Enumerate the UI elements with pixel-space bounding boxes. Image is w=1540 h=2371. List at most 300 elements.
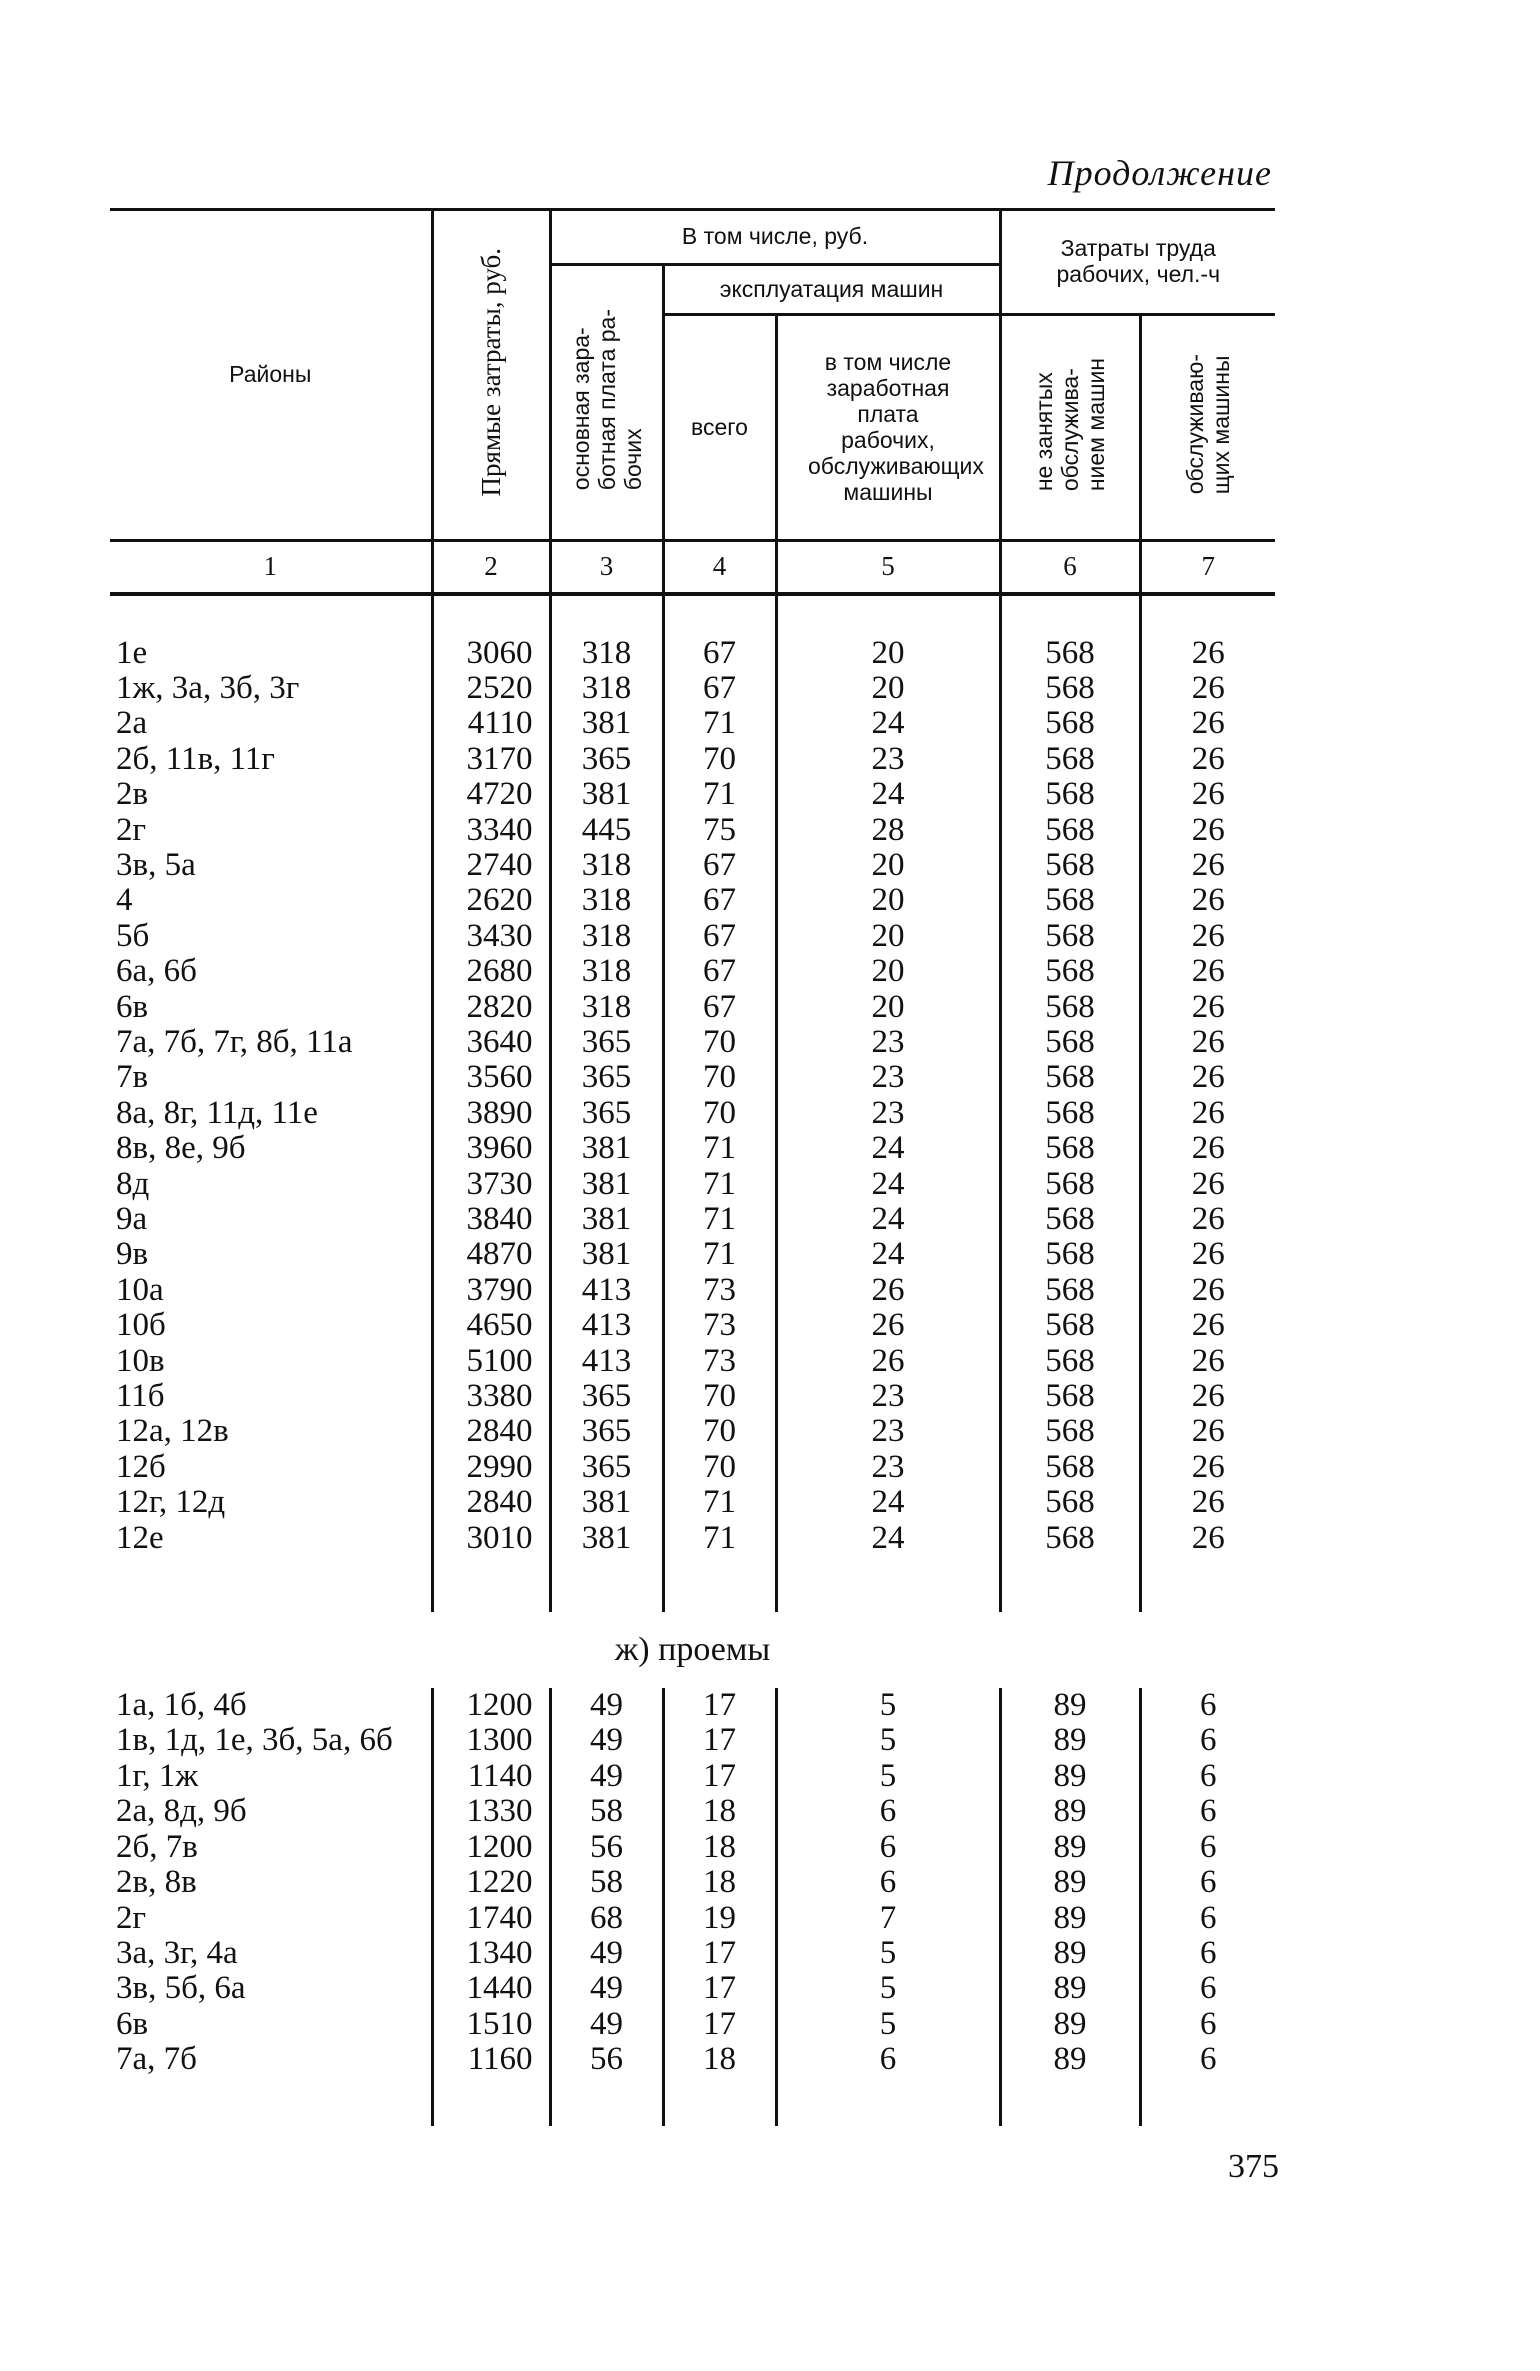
value-cell: 26: [1140, 1521, 1275, 1556]
value-cell: 413: [550, 1308, 663, 1343]
column-number: 3: [550, 540, 663, 594]
value-cell: 26: [1140, 1414, 1275, 1449]
value-cell: 568: [1000, 777, 1140, 812]
value-cell: 568: [1000, 848, 1140, 883]
value-cell: 58: [550, 1794, 663, 1829]
value-cell: 26: [1140, 1485, 1275, 1520]
value-cell: 89: [1000, 1971, 1140, 2006]
table-row: [110, 848, 1275, 883]
region-cell: 1г, 1ж: [116, 1757, 199, 1794]
value-cell: 17: [663, 2007, 776, 2042]
value-cell: 568: [1000, 1379, 1140, 1414]
table-row: [110, 1901, 1275, 1936]
header-direct-costs: Прямые затраты, руб.: [432, 210, 550, 540]
section2-spacer: [110, 2078, 1275, 2126]
region-cell: 2в, 8в: [116, 1864, 197, 1901]
value-cell: 70: [663, 1025, 776, 1060]
column-number-row: [110, 540, 1275, 594]
table-row: [110, 1237, 1275, 1272]
value-cell: 26: [1140, 1308, 1275, 1343]
value-cell: 73: [663, 1273, 776, 1308]
region-cell: 3а, 3г, 4а: [116, 1934, 238, 1971]
value-cell: 365: [550, 1450, 663, 1485]
table-row: [110, 2007, 1275, 2042]
header-labor-costs: Затраты труда рабочих, чел.-ч: [1000, 210, 1275, 314]
value-cell: 568: [1000, 990, 1140, 1025]
value-cell: 6: [1140, 1759, 1275, 1794]
table-row: [110, 1025, 1275, 1060]
value-cell: 26: [1140, 1379, 1275, 1414]
region-cell: 7а, 7б, 7г, 8б, 11а: [116, 1023, 353, 1060]
value-cell: 49: [550, 1688, 663, 1723]
value-cell: 70: [663, 1414, 776, 1449]
region-cell: 4: [116, 882, 133, 919]
column-number: 7: [1140, 540, 1275, 594]
value-cell: 413: [550, 1273, 663, 1308]
value-cell: 568: [1000, 919, 1140, 954]
value-cell: 24: [776, 1167, 1000, 1202]
value-cell: 568: [1000, 1096, 1140, 1131]
table-row: [110, 1830, 1275, 1865]
value-cell: 381: [550, 1237, 663, 1272]
value-cell: 67: [663, 954, 776, 989]
header-base-wages: основная зара- ботная плата ра- бочих: [550, 264, 663, 540]
column-number: 5: [776, 540, 1000, 594]
value-cell: 568: [1000, 1344, 1140, 1379]
value-cell: 26: [1140, 1344, 1275, 1379]
value-cell: 568: [1000, 636, 1140, 671]
table-row: [110, 1131, 1275, 1166]
value-cell: 6: [1140, 1794, 1275, 1829]
value-cell: 4650: [432, 1308, 550, 1343]
region-cell: 2г: [116, 811, 147, 848]
value-cell: 6: [1140, 1865, 1275, 1900]
value-cell: 7: [776, 1901, 1000, 1936]
value-cell: 381: [550, 777, 663, 812]
value-cell: 49: [550, 1723, 663, 1758]
value-cell: 89: [1000, 1794, 1140, 1829]
value-cell: 381: [550, 1167, 663, 1202]
value-cell: 568: [1000, 883, 1140, 918]
value-cell: 6: [776, 1865, 1000, 1900]
value-cell: 17: [663, 1723, 776, 1758]
value-cell: 318: [550, 990, 663, 1025]
value-cell: 3340: [432, 813, 550, 848]
value-cell: 381: [550, 1202, 663, 1237]
region-cell: 2б, 11в, 11г: [116, 740, 275, 777]
value-cell: 26: [1140, 883, 1275, 918]
value-cell: 3730: [432, 1167, 550, 1202]
value-cell: 26: [1140, 1096, 1275, 1131]
table-row: [110, 1450, 1275, 1485]
value-cell: 26: [776, 1273, 1000, 1308]
value-cell: 2840: [432, 1485, 550, 1520]
value-cell: 568: [1000, 1521, 1140, 1556]
value-cell: 75: [663, 813, 776, 848]
value-cell: 67: [663, 671, 776, 706]
value-cell: 4720: [432, 777, 550, 812]
table-row: [110, 1865, 1275, 1900]
value-cell: 365: [550, 1096, 663, 1131]
region-cell: 8д: [116, 1165, 150, 1202]
value-cell: 26: [1140, 1450, 1275, 1485]
region-cell: 10а: [116, 1271, 164, 1308]
value-cell: 568: [1000, 1202, 1140, 1237]
value-cell: 3060: [432, 636, 550, 671]
table-row: [110, 954, 1275, 989]
value-cell: 2520: [432, 671, 550, 706]
value-cell: 24: [776, 1485, 1000, 1520]
value-cell: 6: [776, 1830, 1000, 1865]
table-row: [110, 1414, 1275, 1449]
value-cell: 20: [776, 671, 1000, 706]
value-cell: 568: [1000, 1131, 1140, 1166]
value-cell: 18: [663, 1794, 776, 1829]
value-cell: 365: [550, 1025, 663, 1060]
value-cell: 24: [776, 777, 1000, 812]
value-cell: 23: [776, 1096, 1000, 1131]
value-cell: 3640: [432, 1025, 550, 1060]
value-cell: 71: [663, 1485, 776, 1520]
region-cell: 8в, 8е, 9б: [116, 1130, 246, 1167]
value-cell: 568: [1000, 1060, 1140, 1095]
value-cell: 5100: [432, 1344, 550, 1379]
value-cell: 6: [776, 1794, 1000, 1829]
value-cell: 26: [1140, 990, 1275, 1025]
region-cell: 2а, 8д, 9б: [116, 1793, 247, 1830]
value-cell: 3010: [432, 1521, 550, 1556]
column-number: 4: [663, 540, 776, 594]
header-incl-wages-machine-workers: в том числе заработная плата рабочих, обслуживающих машины: [776, 314, 1000, 540]
value-cell: 445: [550, 813, 663, 848]
table-row: [110, 1379, 1275, 1414]
value-cell: 17: [663, 1688, 776, 1723]
value-cell: 28: [776, 813, 1000, 848]
value-cell: 18: [663, 1865, 776, 1900]
table-row: [110, 1688, 1275, 1723]
table-row: [110, 671, 1275, 706]
column-number: 1: [110, 540, 432, 594]
value-cell: 568: [1000, 1485, 1140, 1520]
region-cell: 5б: [116, 917, 150, 954]
value-cell: 2820: [432, 990, 550, 1025]
region-cell: 2г: [116, 1899, 147, 1936]
value-cell: 89: [1000, 1723, 1140, 1758]
value-cell: 67: [663, 883, 776, 918]
value-cell: 24: [776, 1202, 1000, 1237]
value-cell: 6: [776, 2042, 1000, 2077]
value-cell: 3840: [432, 1202, 550, 1237]
value-cell: 23: [776, 742, 1000, 777]
table-row: [110, 636, 1275, 671]
page-number: 375: [1228, 2148, 1279, 2185]
value-cell: 568: [1000, 706, 1140, 741]
region-cell: 6в: [116, 2005, 149, 2042]
column-number: 2: [432, 540, 550, 594]
value-cell: 5: [776, 1759, 1000, 1794]
value-cell: 6: [1140, 1971, 1275, 2006]
value-cell: 20: [776, 883, 1000, 918]
value-cell: 56: [550, 1830, 663, 1865]
value-cell: 89: [1000, 1759, 1140, 1794]
header-not-machine-service: не занятых обслужива- нием машин: [1000, 314, 1140, 540]
region-cell: 12г, 12д: [116, 1484, 226, 1521]
value-cell: 23: [776, 1060, 1000, 1095]
value-cell: 3430: [432, 919, 550, 954]
value-cell: 568: [1000, 1025, 1140, 1060]
section1-spacer: [110, 1556, 1275, 1612]
value-cell: 1510: [432, 2007, 550, 2042]
value-cell: 26: [1140, 1060, 1275, 1095]
value-cell: 26: [1140, 848, 1275, 883]
value-cell: 365: [550, 1060, 663, 1095]
table-row: [110, 1273, 1275, 1308]
value-cell: 1340: [432, 1936, 550, 1971]
value-cell: 20: [776, 919, 1000, 954]
value-cell: 67: [663, 636, 776, 671]
value-cell: 26: [1140, 954, 1275, 989]
value-cell: 89: [1000, 2042, 1140, 2077]
region-cell: 12е: [116, 1519, 164, 1556]
value-cell: 17: [663, 1936, 776, 1971]
value-cell: 568: [1000, 742, 1140, 777]
section2-body: [110, 1688, 1275, 2077]
region-cell: 9а: [116, 1201, 148, 1237]
value-cell: 58: [550, 1865, 663, 1900]
value-cell: 20: [776, 990, 1000, 1025]
table-row: [110, 1485, 1275, 1520]
value-cell: 365: [550, 1379, 663, 1414]
value-cell: 1440: [432, 1971, 550, 2006]
value-cell: 89: [1000, 1688, 1140, 1723]
value-cell: 18: [663, 1830, 776, 1865]
region-cell: 12б: [116, 1448, 166, 1485]
table-row: [110, 883, 1275, 918]
value-cell: 68: [550, 1901, 663, 1936]
value-cell: 568: [1000, 1273, 1140, 1308]
value-cell: 20: [776, 636, 1000, 671]
header-machine-service: обслуживаю- щих машины: [1140, 314, 1275, 540]
value-cell: 26: [1140, 636, 1275, 671]
costs-table: [110, 210, 1275, 2126]
value-cell: 381: [550, 1131, 663, 1166]
continuation-label: Продолжение: [1047, 153, 1272, 193]
value-cell: 6: [1140, 2007, 1275, 2042]
value-cell: 71: [663, 1521, 776, 1556]
value-cell: 318: [550, 671, 663, 706]
value-cell: 49: [550, 2007, 663, 2042]
value-cell: 5: [776, 2007, 1000, 2042]
value-cell: 71: [663, 777, 776, 812]
value-cell: 26: [1140, 1167, 1275, 1202]
table-row: [110, 1971, 1275, 2006]
region-cell: 7а, 7б: [116, 2041, 197, 2078]
value-cell: 24: [776, 706, 1000, 741]
section1-body: [110, 594, 1275, 1557]
table-row: [110, 742, 1275, 777]
value-cell: 1200: [432, 1688, 550, 1723]
value-cell: 3380: [432, 1379, 550, 1414]
value-cell: 4110: [432, 706, 550, 741]
value-cell: 4870: [432, 1237, 550, 1272]
value-cell: 568: [1000, 1237, 1140, 1272]
value-cell: 89: [1000, 2007, 1140, 2042]
value-cell: 70: [663, 1096, 776, 1131]
value-cell: 26: [1140, 1273, 1275, 1308]
value-cell: 6: [1140, 1936, 1275, 1971]
table-row: [110, 990, 1275, 1025]
value-cell: 318: [550, 636, 663, 671]
table-row: [110, 1794, 1275, 1829]
value-cell: 568: [1000, 1167, 1140, 1202]
value-cell: 24: [776, 1131, 1000, 1166]
value-cell: 24: [776, 1237, 1000, 1272]
value-cell: 26: [776, 1344, 1000, 1379]
value-cell: 6: [1140, 1901, 1275, 1936]
value-cell: 3960: [432, 1131, 550, 1166]
table-row: [110, 1202, 1275, 1237]
value-cell: 2620: [432, 883, 550, 918]
table-row: [110, 919, 1275, 954]
region-cell: 6в: [116, 988, 149, 1025]
value-cell: 6: [1140, 1723, 1275, 1758]
table-row: [110, 1936, 1275, 1971]
value-cell: 19: [663, 1901, 776, 1936]
value-cell: 89: [1000, 1830, 1140, 1865]
region-cell: 10б: [116, 1307, 166, 1344]
value-cell: 49: [550, 1759, 663, 1794]
value-cell: 1140: [432, 1759, 550, 1794]
value-cell: 20: [776, 848, 1000, 883]
region-cell: 3в, 5б, 6а: [116, 1970, 246, 2007]
value-cell: 23: [776, 1450, 1000, 1485]
table-row: [110, 2042, 1275, 2077]
value-cell: 17: [663, 1759, 776, 1794]
value-cell: 2990: [432, 1450, 550, 1485]
value-cell: 49: [550, 1971, 663, 2006]
value-cell: 1160: [432, 2042, 550, 2077]
region-cell: 2б, 7в: [116, 1828, 198, 1865]
value-cell: 70: [663, 742, 776, 777]
value-cell: 3560: [432, 1060, 550, 1095]
value-cell: 67: [663, 919, 776, 954]
value-cell: 5: [776, 1971, 1000, 2006]
value-cell: 26: [1140, 919, 1275, 954]
table-row: [110, 1759, 1275, 1794]
value-cell: 49: [550, 1936, 663, 1971]
table-row: [110, 706, 1275, 741]
region-cell: 1ж, 3а, 3б, 3г: [116, 669, 300, 706]
value-cell: 568: [1000, 1414, 1140, 1449]
column-number: 6: [1000, 540, 1140, 594]
region-cell: 6а, 6б: [116, 953, 197, 990]
value-cell: 5: [776, 1723, 1000, 1758]
region-cell: 2в: [116, 776, 149, 813]
value-cell: 2740: [432, 848, 550, 883]
header-regions: Районы: [229, 361, 312, 388]
region-cell: 1в, 1д, 1е, 3б, 5а, 6б: [116, 1722, 393, 1759]
region-cell: 7в: [116, 1059, 149, 1096]
value-cell: 381: [550, 706, 663, 741]
region-cell: 10в: [116, 1342, 165, 1379]
value-cell: 20: [776, 954, 1000, 989]
value-cell: 23: [776, 1025, 1000, 1060]
value-cell: 67: [663, 990, 776, 1025]
table-row: [110, 1308, 1275, 1343]
region-cell: 2а: [116, 705, 148, 742]
value-cell: 2840: [432, 1414, 550, 1449]
value-cell: 568: [1000, 1450, 1140, 1485]
region-cell: 8а, 8г, 11д, 11е: [116, 1094, 318, 1131]
value-cell: 365: [550, 1414, 663, 1449]
value-cell: 26: [776, 1308, 1000, 1343]
table-header: [110, 210, 1275, 594]
value-cell: 1200: [432, 1830, 550, 1865]
region-cell: 1е: [116, 634, 148, 671]
value-cell: 381: [550, 1521, 663, 1556]
value-cell: 568: [1000, 671, 1140, 706]
value-cell: 26: [1140, 1131, 1275, 1166]
value-cell: 56: [550, 2042, 663, 2077]
table-row: [110, 1344, 1275, 1379]
value-cell: 17: [663, 1971, 776, 2006]
value-cell: 26: [1140, 777, 1275, 812]
table-row: [110, 813, 1275, 848]
value-cell: 1220: [432, 1865, 550, 1900]
value-cell: 71: [663, 1167, 776, 1202]
section2-heading: [110, 1612, 1275, 1688]
value-cell: 568: [1000, 954, 1140, 989]
value-cell: 26: [1140, 742, 1275, 777]
value-cell: 26: [1140, 671, 1275, 706]
value-cell: 23: [776, 1414, 1000, 1449]
region-cell: 9в: [116, 1236, 149, 1273]
value-cell: 3790: [432, 1273, 550, 1308]
value-cell: 26: [1140, 706, 1275, 741]
value-cell: 3890: [432, 1096, 550, 1131]
value-cell: 71: [663, 706, 776, 741]
value-cell: 3170: [432, 742, 550, 777]
value-cell: 1740: [432, 1901, 550, 1936]
value-cell: 73: [663, 1308, 776, 1343]
value-cell: 1300: [432, 1723, 550, 1758]
region-cell: 3в, 5а: [116, 846, 196, 883]
value-cell: 23: [776, 1379, 1000, 1414]
value-cell: 18: [663, 2042, 776, 2077]
table-row: [110, 1521, 1275, 1556]
header-including-rub: В том числе, руб.: [550, 210, 1000, 264]
header-total: всего: [663, 314, 776, 540]
value-cell: 70: [663, 1379, 776, 1414]
value-cell: 89: [1000, 1901, 1140, 1936]
value-cell: 568: [1000, 1308, 1140, 1343]
value-cell: 89: [1000, 1865, 1140, 1900]
value-cell: 24: [776, 1521, 1000, 1556]
value-cell: 365: [550, 742, 663, 777]
value-cell: 89: [1000, 1936, 1140, 1971]
value-cell: 26: [1140, 1025, 1275, 1060]
value-cell: 5: [776, 1688, 1000, 1723]
value-cell: 318: [550, 848, 663, 883]
value-cell: 568: [1000, 813, 1140, 848]
table-row: [110, 1060, 1275, 1095]
region-cell: 1а, 1б, 4б: [116, 1687, 247, 1724]
value-cell: 73: [663, 1344, 776, 1379]
region-cell: 11б: [116, 1378, 165, 1415]
header-machine-operation: эксплуатация машин: [663, 264, 1000, 314]
value-cell: 26: [1140, 813, 1275, 848]
table-row: [110, 1723, 1275, 1758]
